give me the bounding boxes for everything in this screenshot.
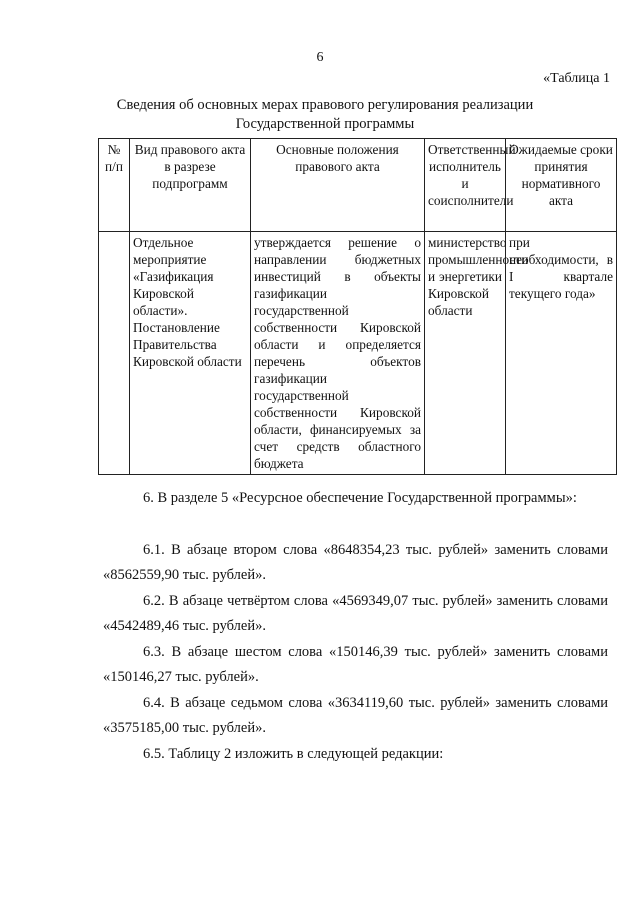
header-responsible: Ответственный исполнитель и соисполнители: [425, 139, 506, 232]
paragraph-6-5: 6.5. Таблицу 2 изложить в следующей редакции:: [143, 746, 444, 762]
table-row: [99, 232, 617, 475]
header-main-provisions: Основные положения правового акта: [251, 139, 425, 232]
header-act-type: Вид правового акта в разрезе подпрограмм: [130, 139, 251, 232]
header-expected-term: Ожидаемые сроки принятия нормативного акта: [506, 139, 617, 232]
header-number: № п/п: [99, 139, 130, 232]
paragraph-6-2: 6.2. В абзаце четвёртом слова «4569349,07 тыс. рублей» заменить словами «4542489,46 тыс. рублей».: [103, 593, 608, 634]
table-header-row: [99, 139, 617, 232]
cell-number: [99, 232, 130, 475]
legal-measures-table: [98, 138, 617, 475]
paragraph-6-3: 6.3. В абзаце шестом слова «150146,39 тыс. рублей» заменить словами «150146,27 тыс. рублей».: [103, 644, 608, 685]
cell-expected-term: при необходимости, в I квартале текущего года»: [506, 232, 617, 475]
paragraph-6: 6. В разделе 5 «Ресурсное обеспечение Государственной программы»:: [143, 490, 577, 506]
cell-act-type: Отдельное мероприятие «Газификация Кировской области». Постановление Правительства Кировской области: [130, 232, 251, 475]
paragraph-6-1: 6.1. В абзаце втором слова «8648354,23 тыс. рублей» заменить словами «8562559,90 тыс. рублей».: [103, 542, 608, 583]
cell-main-provisions: утверждается решение о направлении бюджетных инвестиций в объекты газификации государственной собственности Кировской области и определяется перечень объектов газификации государственной собственности Кировской области, финансируемых за счет средств областного бюджета: [251, 232, 425, 475]
table-caption: «Таблица 1: [543, 71, 610, 86]
cell-responsible: министерство промышленности и энергетики Кировской области: [425, 232, 506, 475]
page-number: 6: [316, 50, 324, 65]
paragraph-6-4: 6.4. В абзаце седьмом слова «3634119,60 тыс. рублей» заменить словами «3575185,00 тыс. рублей».: [103, 695, 608, 736]
table-title: Сведения об основных мерах правового регулирования реализации Государственной программы: [116, 97, 534, 132]
